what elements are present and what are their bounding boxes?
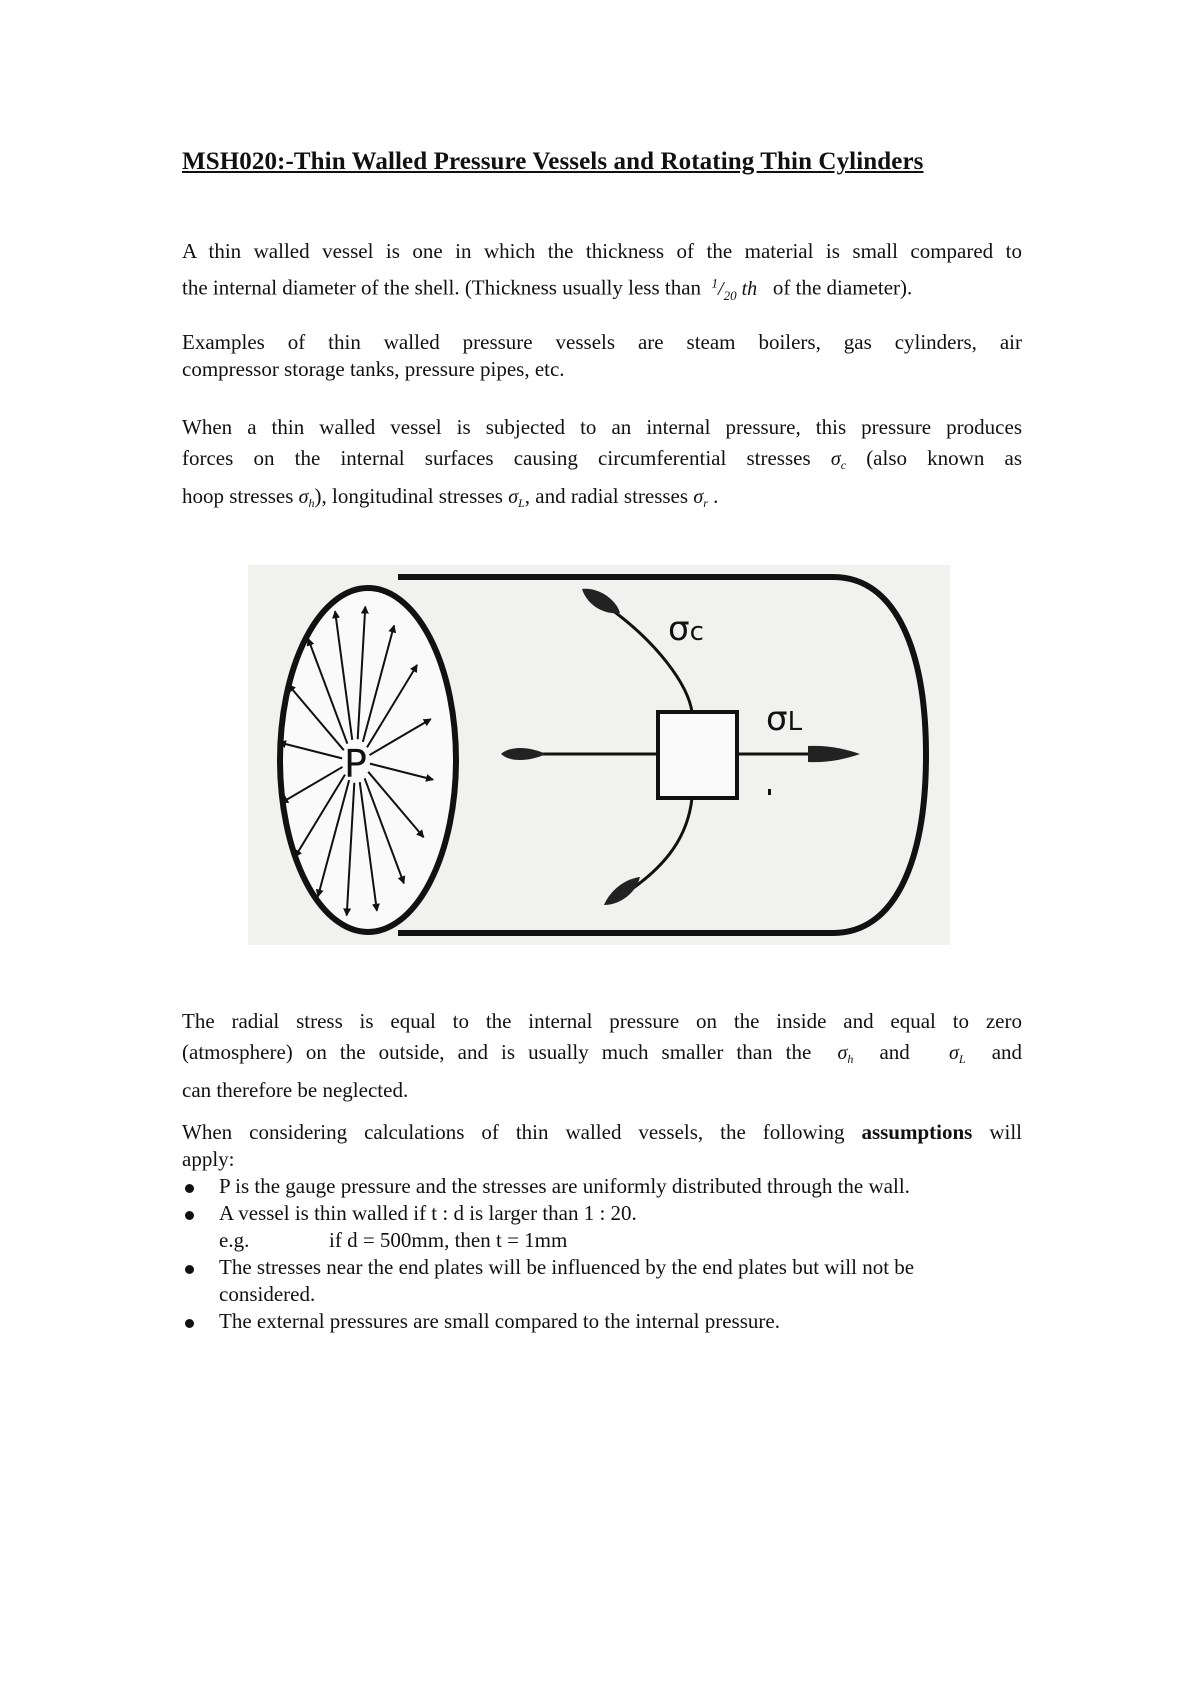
assumptions-intro-text: When considering calculations of thin walled vessels, the following bbox=[182, 1120, 845, 1144]
stresses-line-2-text: forces on the internal surfaces causing circumferential stresses bbox=[182, 446, 811, 470]
sigma-subscript: L bbox=[518, 496, 525, 510]
radial-line-3: can therefore be neglected. bbox=[182, 1078, 409, 1102]
sigma-glyph: σ bbox=[837, 1042, 848, 1064]
list-item bbox=[182, 1200, 1022, 1254]
assumptions-line-2: apply: bbox=[182, 1147, 235, 1171]
list-item bbox=[182, 1173, 1022, 1200]
pressure-label: P bbox=[344, 742, 367, 786]
assumptions-list bbox=[182, 1173, 1022, 1335]
radial-stress-text: , and radial stresses bbox=[524, 484, 689, 508]
sigma-l-symbol bbox=[508, 486, 525, 508]
sigma-c-symbol bbox=[831, 448, 846, 470]
bullet-icon bbox=[185, 1265, 194, 1274]
bullet-text: A vessel is thin walled if t : d is larger than 1 : 20. bbox=[219, 1201, 637, 1225]
intro-line-1: A thin walled vessel is one in which the thickness of the material is small compared to bbox=[182, 239, 1022, 263]
longitudinal-stress-text: ), longitudinal stresses bbox=[314, 484, 503, 508]
bullet-text: P is the gauge pressure and the stresses are uniformly distributed through the wall. bbox=[219, 1174, 910, 1198]
sigma-h-symbol bbox=[299, 486, 315, 508]
radial-stress-paragraph bbox=[182, 1006, 1022, 1106]
stresses-line-2 bbox=[182, 443, 1022, 481]
intro-line-2 bbox=[182, 267, 1022, 311]
example-label: e.g. bbox=[219, 1228, 250, 1252]
sigma-c-sub: c bbox=[689, 617, 704, 647]
cylinder-stress-diagram bbox=[248, 565, 950, 945]
sigma-l-glyph: σ bbox=[766, 699, 788, 739]
document-title: MSH020:-Thin Walled Pressure Vessels and Rotating Thin Cylinders bbox=[182, 148, 924, 175]
stresses-line-2-end: (also known as bbox=[866, 446, 1023, 470]
sigma-c-glyph: σ bbox=[668, 609, 690, 649]
sigma-r-symbol bbox=[693, 486, 708, 508]
assumptions-paragraph bbox=[182, 1119, 1022, 1335]
examples-line-2: compressor storage tanks, pressure pipes, etc. bbox=[182, 357, 565, 381]
list-item bbox=[182, 1308, 1022, 1335]
sigma-subscript: r bbox=[703, 496, 708, 510]
bullet-icon bbox=[185, 1184, 194, 1193]
fraction-one-twentieth: $^1/_{20}$ th bbox=[711, 275, 758, 303]
diagram-mark bbox=[768, 789, 771, 795]
intro-line-2-end: of the diameter). bbox=[772, 275, 913, 300]
sigma-glyph: σ bbox=[298, 486, 309, 508]
sigma-l-sub: L bbox=[787, 707, 803, 737]
stress-element-square bbox=[658, 712, 737, 798]
stresses-line-3 bbox=[182, 481, 1022, 519]
sigma-subscript: h bbox=[308, 496, 315, 510]
hoop-stress-text: hoop stresses bbox=[182, 484, 294, 508]
fraction-denominator: 20 bbox=[723, 287, 737, 303]
fraction-numerator: 1 bbox=[711, 275, 719, 290]
sigma-subscript: h bbox=[847, 1052, 854, 1066]
bullet-icon bbox=[185, 1211, 194, 1220]
radial-line-2 bbox=[182, 1037, 1022, 1075]
sigma-glyph: σ bbox=[948, 1042, 959, 1064]
stresses-paragraph bbox=[182, 412, 1022, 519]
fraction-suffix: th bbox=[741, 277, 758, 300]
sigma-glyph: σ bbox=[693, 486, 704, 508]
list-item bbox=[182, 1254, 1022, 1308]
intro-line-2-text: the internal diameter of the shell. (Thickness usually less than bbox=[182, 275, 702, 300]
stresses-line-1: When a thin walled vessel is subjected to an internal pressure, this pressure produces bbox=[182, 415, 1022, 439]
bullet-text: The external pressures are small compared to the internal pressure. bbox=[219, 1309, 780, 1333]
sigma-subscript: L bbox=[958, 1052, 966, 1066]
radial-line-2-end: and bbox=[991, 1040, 1023, 1064]
bullet-text-continued: considered. bbox=[219, 1282, 316, 1306]
intro-paragraph bbox=[182, 236, 1022, 311]
sigma-glyph: σ bbox=[508, 486, 519, 508]
sigma-l-symbol bbox=[949, 1042, 966, 1064]
stresses-line-3-end: . bbox=[713, 484, 719, 508]
bullet-icon bbox=[185, 1319, 194, 1328]
sigma-h-symbol bbox=[837, 1042, 853, 1064]
radial-line-2-text: (atmosphere) on the outside, and is usually much smaller than the bbox=[182, 1040, 812, 1064]
examples-paragraph bbox=[182, 329, 1022, 383]
assumptions-bold: assumptions bbox=[861, 1120, 973, 1144]
examples-line-1: Examples of thin walled pressure vessels are steam boilers, gas cylinders, air bbox=[182, 330, 1022, 354]
sigma-subscript: c bbox=[840, 458, 847, 472]
radial-and: and bbox=[879, 1040, 910, 1064]
assumptions-line-1 bbox=[182, 1119, 1022, 1146]
cylinder-end-ellipse bbox=[280, 588, 456, 932]
example-text: if d = 500mm, then t = 1mm bbox=[329, 1228, 568, 1252]
assumptions-will: will bbox=[989, 1120, 1022, 1144]
radial-line-1: The radial stress is equal to the internal pressure on the inside and equal to zero bbox=[182, 1009, 1022, 1033]
bullet-text: The stresses near the end plates will be influenced by the end plates but will not be bbox=[219, 1255, 915, 1279]
sigma-glyph: σ bbox=[830, 448, 841, 470]
